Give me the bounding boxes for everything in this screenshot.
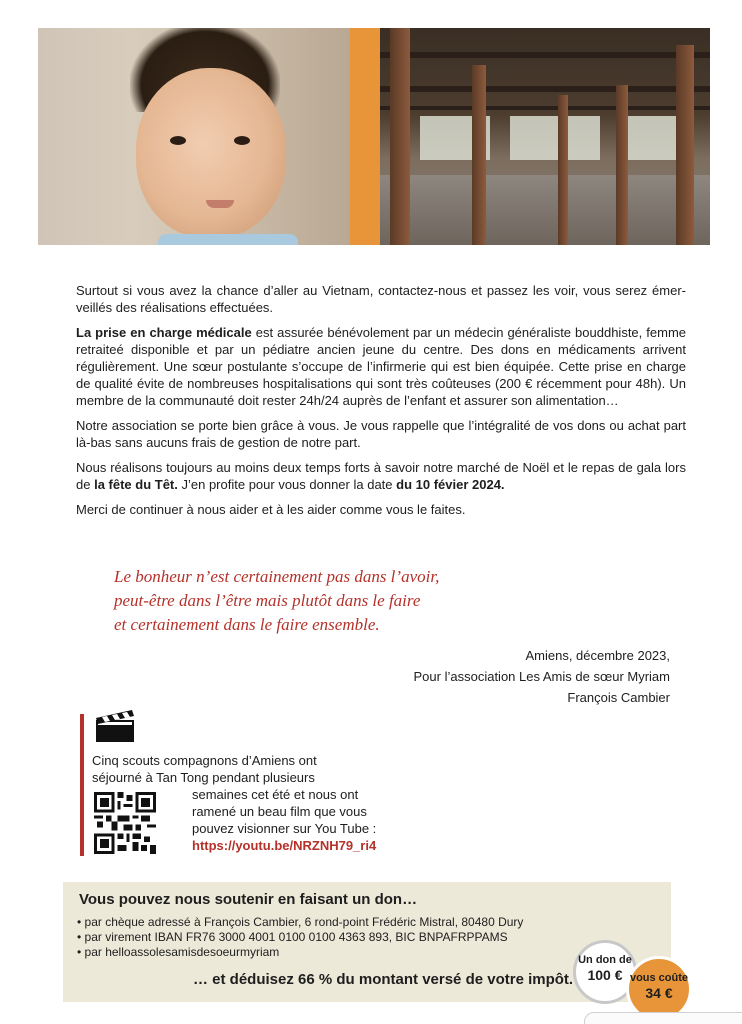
signature-association: Pour l’association Les Amis de sœur Myriam [413, 669, 670, 684]
qr-code-icon[interactable] [94, 792, 156, 854]
photo-band [38, 28, 710, 245]
medical-text: est assurée bénévolement par un médecin généraliste bouddhiste, femme retraiteé disponible et par un pédiatre ancien jeune du centre. Des dons en médicaments arrivent régulièrement. Une sœur postulante s’occupe de l’infirmerie qui est bien équipée. Cette prise en charge de qualité évite de nombreuses hospitalisations qui sont très coûteuses (200 € récemment pour 48h). Un membre de la communauté doit rester 24h/24 auprès de l’enfant et assurer son alimentation… [76, 325, 687, 408]
clapperboard-icon [94, 704, 136, 744]
video-box [80, 714, 380, 856]
video-text-line: ramené un beau film que vous [192, 804, 367, 819]
badge-label: vous coûte [629, 972, 689, 984]
donation-method-helloasso: • par helloassolesamisdesoeurmyriam [77, 945, 280, 959]
badge-label: Un don de [578, 954, 632, 966]
video-text-line: semaines cet été et nous ont [192, 787, 359, 802]
wooden-hall-interior-photo [380, 28, 710, 245]
paragraph-thanks: Merci de continuer à nous aider et à les aider comme vous le faites. [76, 502, 466, 517]
quote-line: Le bonheur n’est certainement pas dans l’avoir, [114, 567, 440, 586]
quote-line: peut-être dans l’être mais plutôt dans le faire [114, 591, 421, 610]
donation-methods [77, 915, 523, 960]
orange-stripe [350, 28, 380, 245]
paragraph-intro: Surtout si vous avez la chance d’aller au Vietnam, contactez-nous et passez les voir, vous serez émerveillés des réalisations effectuées. [76, 283, 686, 315]
signature-name: François Cambier [567, 690, 670, 705]
youtube-link[interactable]: https://youtu.be/NRZNH79_ri4 [192, 838, 377, 853]
body-text [76, 282, 686, 526]
event-date: du 10 févier 2024. [396, 477, 505, 492]
quote-line: et certainement dans le faire ensemble. [114, 615, 380, 634]
signature-place-date: Amiens, décembre 2023, [525, 648, 670, 663]
paragraph-medical [76, 324, 686, 409]
events-text: Nous réalisons toujours au moins deux temps forts à savoir notre marché de Noël et le repas de gala lors de [76, 460, 686, 492]
video-text-line: séjourné à Tan Tong pendant plusieurs [92, 770, 315, 785]
paragraph-association: Notre association se porte bien grâce à vous. Je vous rappelle que l’intégralité de vos dons ou achat part là-bas sans aucuns frais de gestion de notre part. [76, 418, 686, 450]
quote [114, 565, 634, 637]
badge-amount: 100 € [587, 967, 623, 983]
video-text-line: pouvez visionner sur You Tube : [192, 821, 377, 836]
medical-heading: La prise en charge médicale [76, 325, 252, 340]
child-portrait-photo [38, 28, 350, 245]
donation-method-cheque: • par chèque adressé à François Cambier, 6 rond-point Frédéric Mistral, 80480 Dury [77, 915, 524, 929]
video-text-line: Cinq scouts compagnons d’Amiens ont [92, 753, 317, 768]
page-corner-tab [584, 1012, 742, 1024]
badge-amount: 34 € [645, 985, 673, 1001]
donation-title: Vous pouvez nous soutenir en faisant un don… [79, 891, 418, 908]
paragraph-events [76, 459, 686, 493]
tax-deduction-note: … et déduisez 66 % du montant versé de votre impôt. [193, 971, 574, 988]
events-text-2: J’en profite pour vous donner la date [177, 477, 397, 492]
donation-method-transfer: • par virement IBAN FR76 3000 4001 0100 0100 4363 893, BIC BNPAFRPPAMS [77, 930, 508, 944]
signature [414, 645, 670, 708]
accent-bar [80, 714, 84, 856]
tet-festival: la fête du Têt. [94, 477, 178, 492]
